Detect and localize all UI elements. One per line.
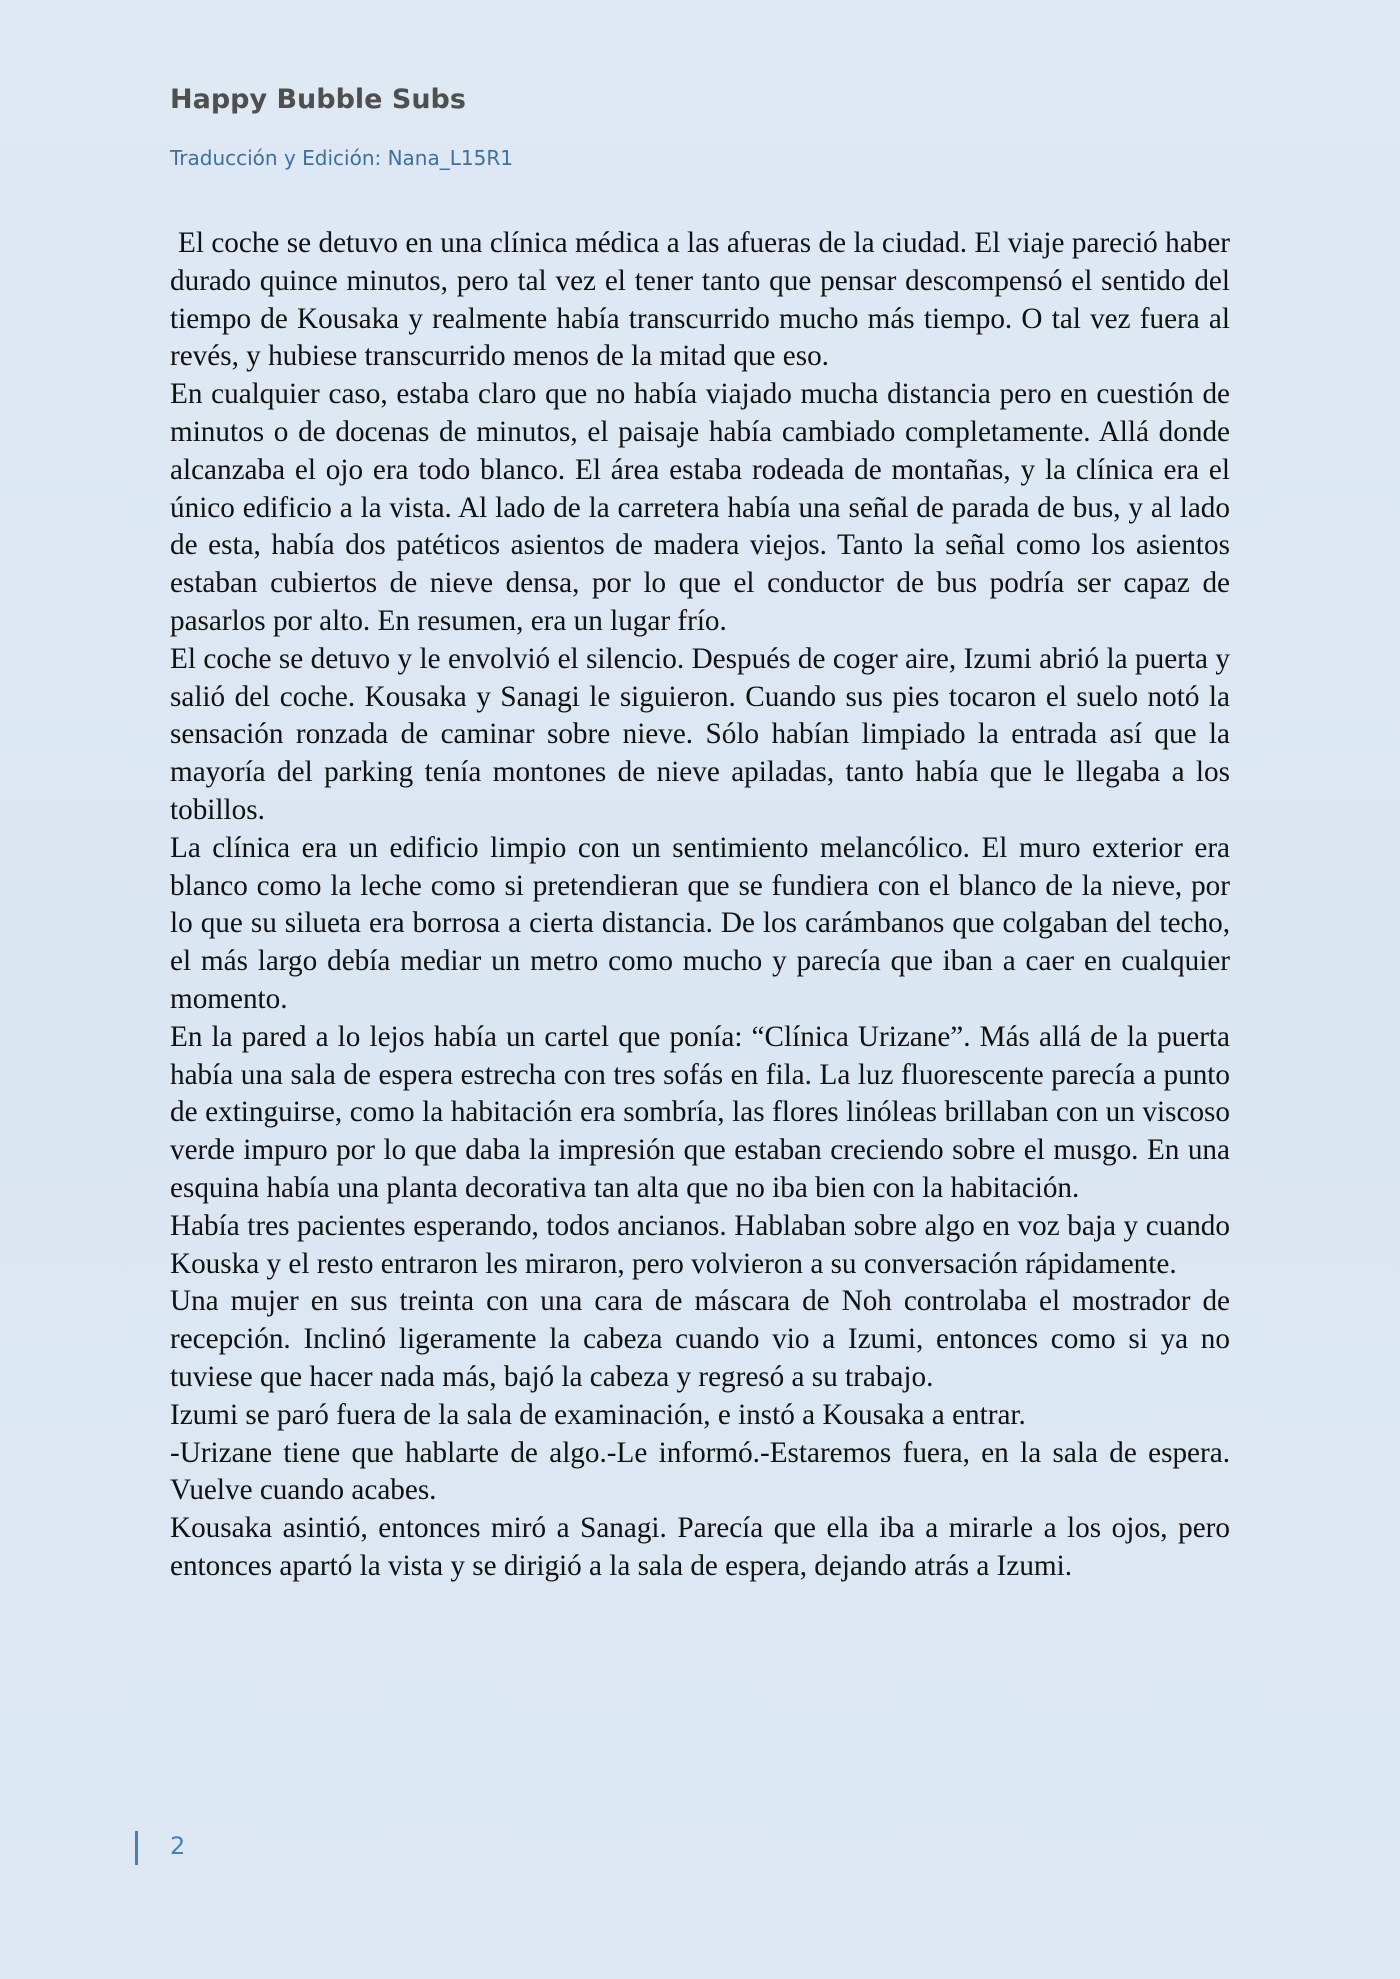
paragraph: El coche se detuvo en una clínica médica a las afueras de la ciudad. El viaje pareció haber durado quince minutos, pero tal vez el tener tanto que pensar descompensó el sentido del tiempo de Kousaka y realmente había transcurrido mucho más tiempo. O tal vez fuera al revés, y hubiese transcurrido menos de la mitad que eso. [170, 227, 1230, 373]
paragraph: Kousaka asintió, entonces miró a Sanagi. Parecía que ella iba a mirarle a los ojos, pero entonces apartó la vista y se dirigió a la sala de espera, dejando atrás a Izumi. [170, 1512, 1230, 1582]
header-title: Happy Bubble Subs [170, 84, 466, 115]
page-number: 2 [170, 1832, 186, 1860]
paragraph: Había tres pacientes esperando, todos ancianos. Hablaban sobre algo en voz baja y cuando Kouska y el resto entraron les miraron, pero volvieron a su conversación rápidamente. [170, 1209, 1230, 1280]
footer-divider [135, 1831, 138, 1865]
paragraph: En cualquier caso, estaba claro que no había viajado mucha distancia pero en cuestión de minutos o de docenas de minutos, el paisaje había cambiado completamente. Allá donde alcanzaba el ojo era todo blanco. El área estaba rodeada de montañas, y la clínica era el único edificio a la vista. Al lado de la carretera había una señal de parada de bus, y al lado de esta, había dos patéticos asientos de madera viejos. Tanto la señal como los asientos estaban cubiertos de nieve densa, por lo que el conductor de bus podría ser capaz de pasarlos por alto. En resumen, era un lugar frío. [170, 378, 1230, 637]
paragraph: El coche se detuvo y le envolvió el silencio. Después de coger aire, Izumi abrió la puerta y salió del coche. Kousaka y Sanagi le siguieron. Cuando sus pies tocaron el suelo notó la sensación ronzada de caminar sobre nieve. Sólo habían limpiado la entrada así que la mayoría del parking tenía montones de nieve apiladas, tanto había que le llegaba a los tobillos. [170, 642, 1230, 826]
header-subtitle: Traducción y Edición: Nana_L15R1 [170, 146, 513, 170]
paragraph: -Urizane tiene que hablarte de algo.-Le informó.-Estaremos fuera, en la sala de espera. Vuelve cuando acabes. [170, 1436, 1230, 1507]
body-text [170, 225, 1230, 1586]
paragraph: Izumi se paró fuera de la sala de examinación, e instó a Kousaka a entrar. [170, 1398, 1026, 1431]
paragraph: En la pared a lo lejos había un cartel que ponía: “Clínica Urizane”. Más allá de la puerta había una sala de espera estrecha con tres sofás en fila. La luz fluorescente parecía a punto de extinguirse, como la habitación era sombría, las flores linóleas brillaban con un viscoso verde impuro por lo que daba la impresión que estaban creciendo sobre el musgo. En una esquina había una planta decorativa tan alta que no iba bien con la habitación. [170, 1020, 1230, 1204]
paragraph: La clínica era un edificio limpio con un sentimiento melancólico. El muro exterior era blanco como la leche como si pretendieran que se fundiera con el blanco de la nieve, por lo que su silueta era borrosa a cierta distancia. De los carámbanos que colgaban del techo, el más largo debía mediar un metro como mucho y parecía que iban a caer en cualquier momento. [170, 831, 1230, 1015]
paragraph: Una mujer en sus treinta con una cara de máscara de Noh controlaba el mostrador de recepción. Inclinó ligeramente la cabeza cuando vio a Izumi, entonces como si ya no tuviese que hacer nada más, bajó la cabeza y regresó a su trabajo. [170, 1285, 1230, 1393]
